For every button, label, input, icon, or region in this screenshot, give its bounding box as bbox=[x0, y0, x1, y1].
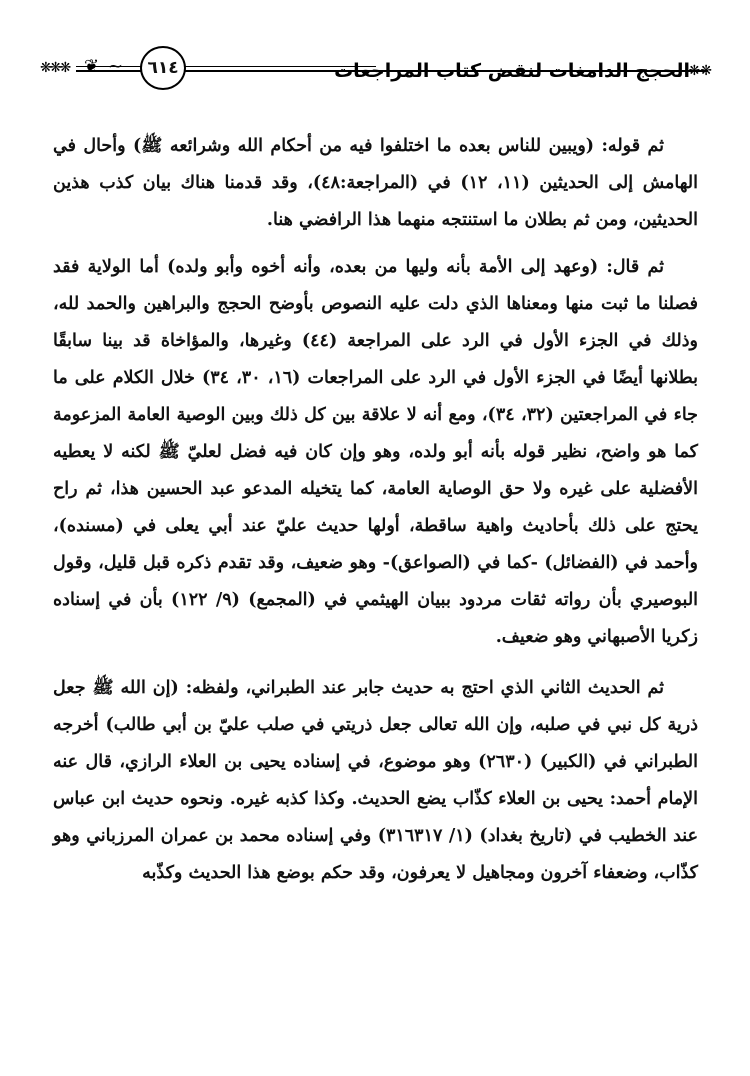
page-number: ٦١٤ bbox=[140, 46, 186, 90]
header-ornament-right: ❋❋ bbox=[688, 63, 712, 79]
header-ornament-left: ❋❋❋ bbox=[40, 60, 70, 76]
main-text bbox=[53, 128, 698, 902]
paragraph: ثم قوله: (ويبين للناس بعده ما اختلفوا فيه من أحكام الله وشرائعه ﷺ) وأحال في الهامش إلى الحديثين (١١، ١٢) في (المراجعة:٤٨)، وقد قدمنا هناك بيان كذب هذين الحديثين، ومن ثم بطلان ما استنتجه منهما هذا الرافضي هنا. bbox=[53, 136, 698, 230]
paragraph: ثم الحديث الثاني الذي احتج به حديث جابر عند الطبراني، ولفظه: (إن الله ﷺ جعل ذرية كل نبي في صلبه، وإن الله تعالى جعل ذريتي في صلب عليّ بن أبي طالب) أخرجه الطبراني في (الكبير) (٢٦٣٠) وهو موضوع، في إسناده يحيى بن العلاء الرازي، قال عنه الإمام أحمد: يحيى بن العلاء كذّاب يضع الحديث. وكذا كذبه غيره. ونحوه حديث ابن عباس عند الخطيب في (تاريخ بغداد) (١/ ٣١٦٣١٧) وفي إسناده محمد بن عمران المرزباني وهو كذّاب، وضعفاء آخرون ومجاهيل لا يعرفون، وقد حكم بوضع هذا الحديث وكذّبه bbox=[53, 678, 699, 883]
flourish-icon: ~ bbox=[108, 56, 124, 77]
flourish-icon: ❦ bbox=[84, 56, 100, 77]
paragraph: ثم قال: (وعهد إلى الأمة بأنه وليها من بعده، وأنه أخوه وأبو ولده) أما الولاية فقد فصلنا ما ثبت منها ومعناها الذي دلت عليه النصوص بأوضح الحجج والبراهين والحمد لله، وذلك في الجزء الأول في الرد على المراجعة (٤٤) وغيرها، والمؤاخاة قد بينا سابقًا بطلانها أيضًا في الجزء الأول في الرد على المراجعات (١٦، ٣٠، ٣٤) خلال الكلام على ما جاء في المراجعتين (٣٢، ٣٤)، ومع أنه لا علاقة بين كل ذلك وبين الوصية العامة المزعومة كما هو واضح، نظير قوله بأنه أبو ولده، وهو وإن كان فيه فضل لعليّ ﷺ لكنه لا يعطيه الأفضلية على غيره ولا حق الوصاية العامة، كما يتخيله المدعو عبد الحسين هذا، ثم راح يحتج على ذلك بأحاديث واهية ساقطة، أولها حديث عليّ عند أبي يعلى في (مسنده)، وأحمد في (الفضائل) -كما في (الصواعق)- وهو ضعيف، وقد تقدم ذكره قبل قليل، وقول البوصيري بأن رواته ثقات مردود ببيان الهيثمي في (المجمع) (٩/ ١٢٢) بأن في إسناده زكريا الأصبهاني وهو ضعيف. bbox=[53, 257, 699, 647]
running-header bbox=[40, 40, 712, 96]
header-title: الحجج الدامغات لنقض كتاب المراجعات bbox=[334, 60, 690, 82]
